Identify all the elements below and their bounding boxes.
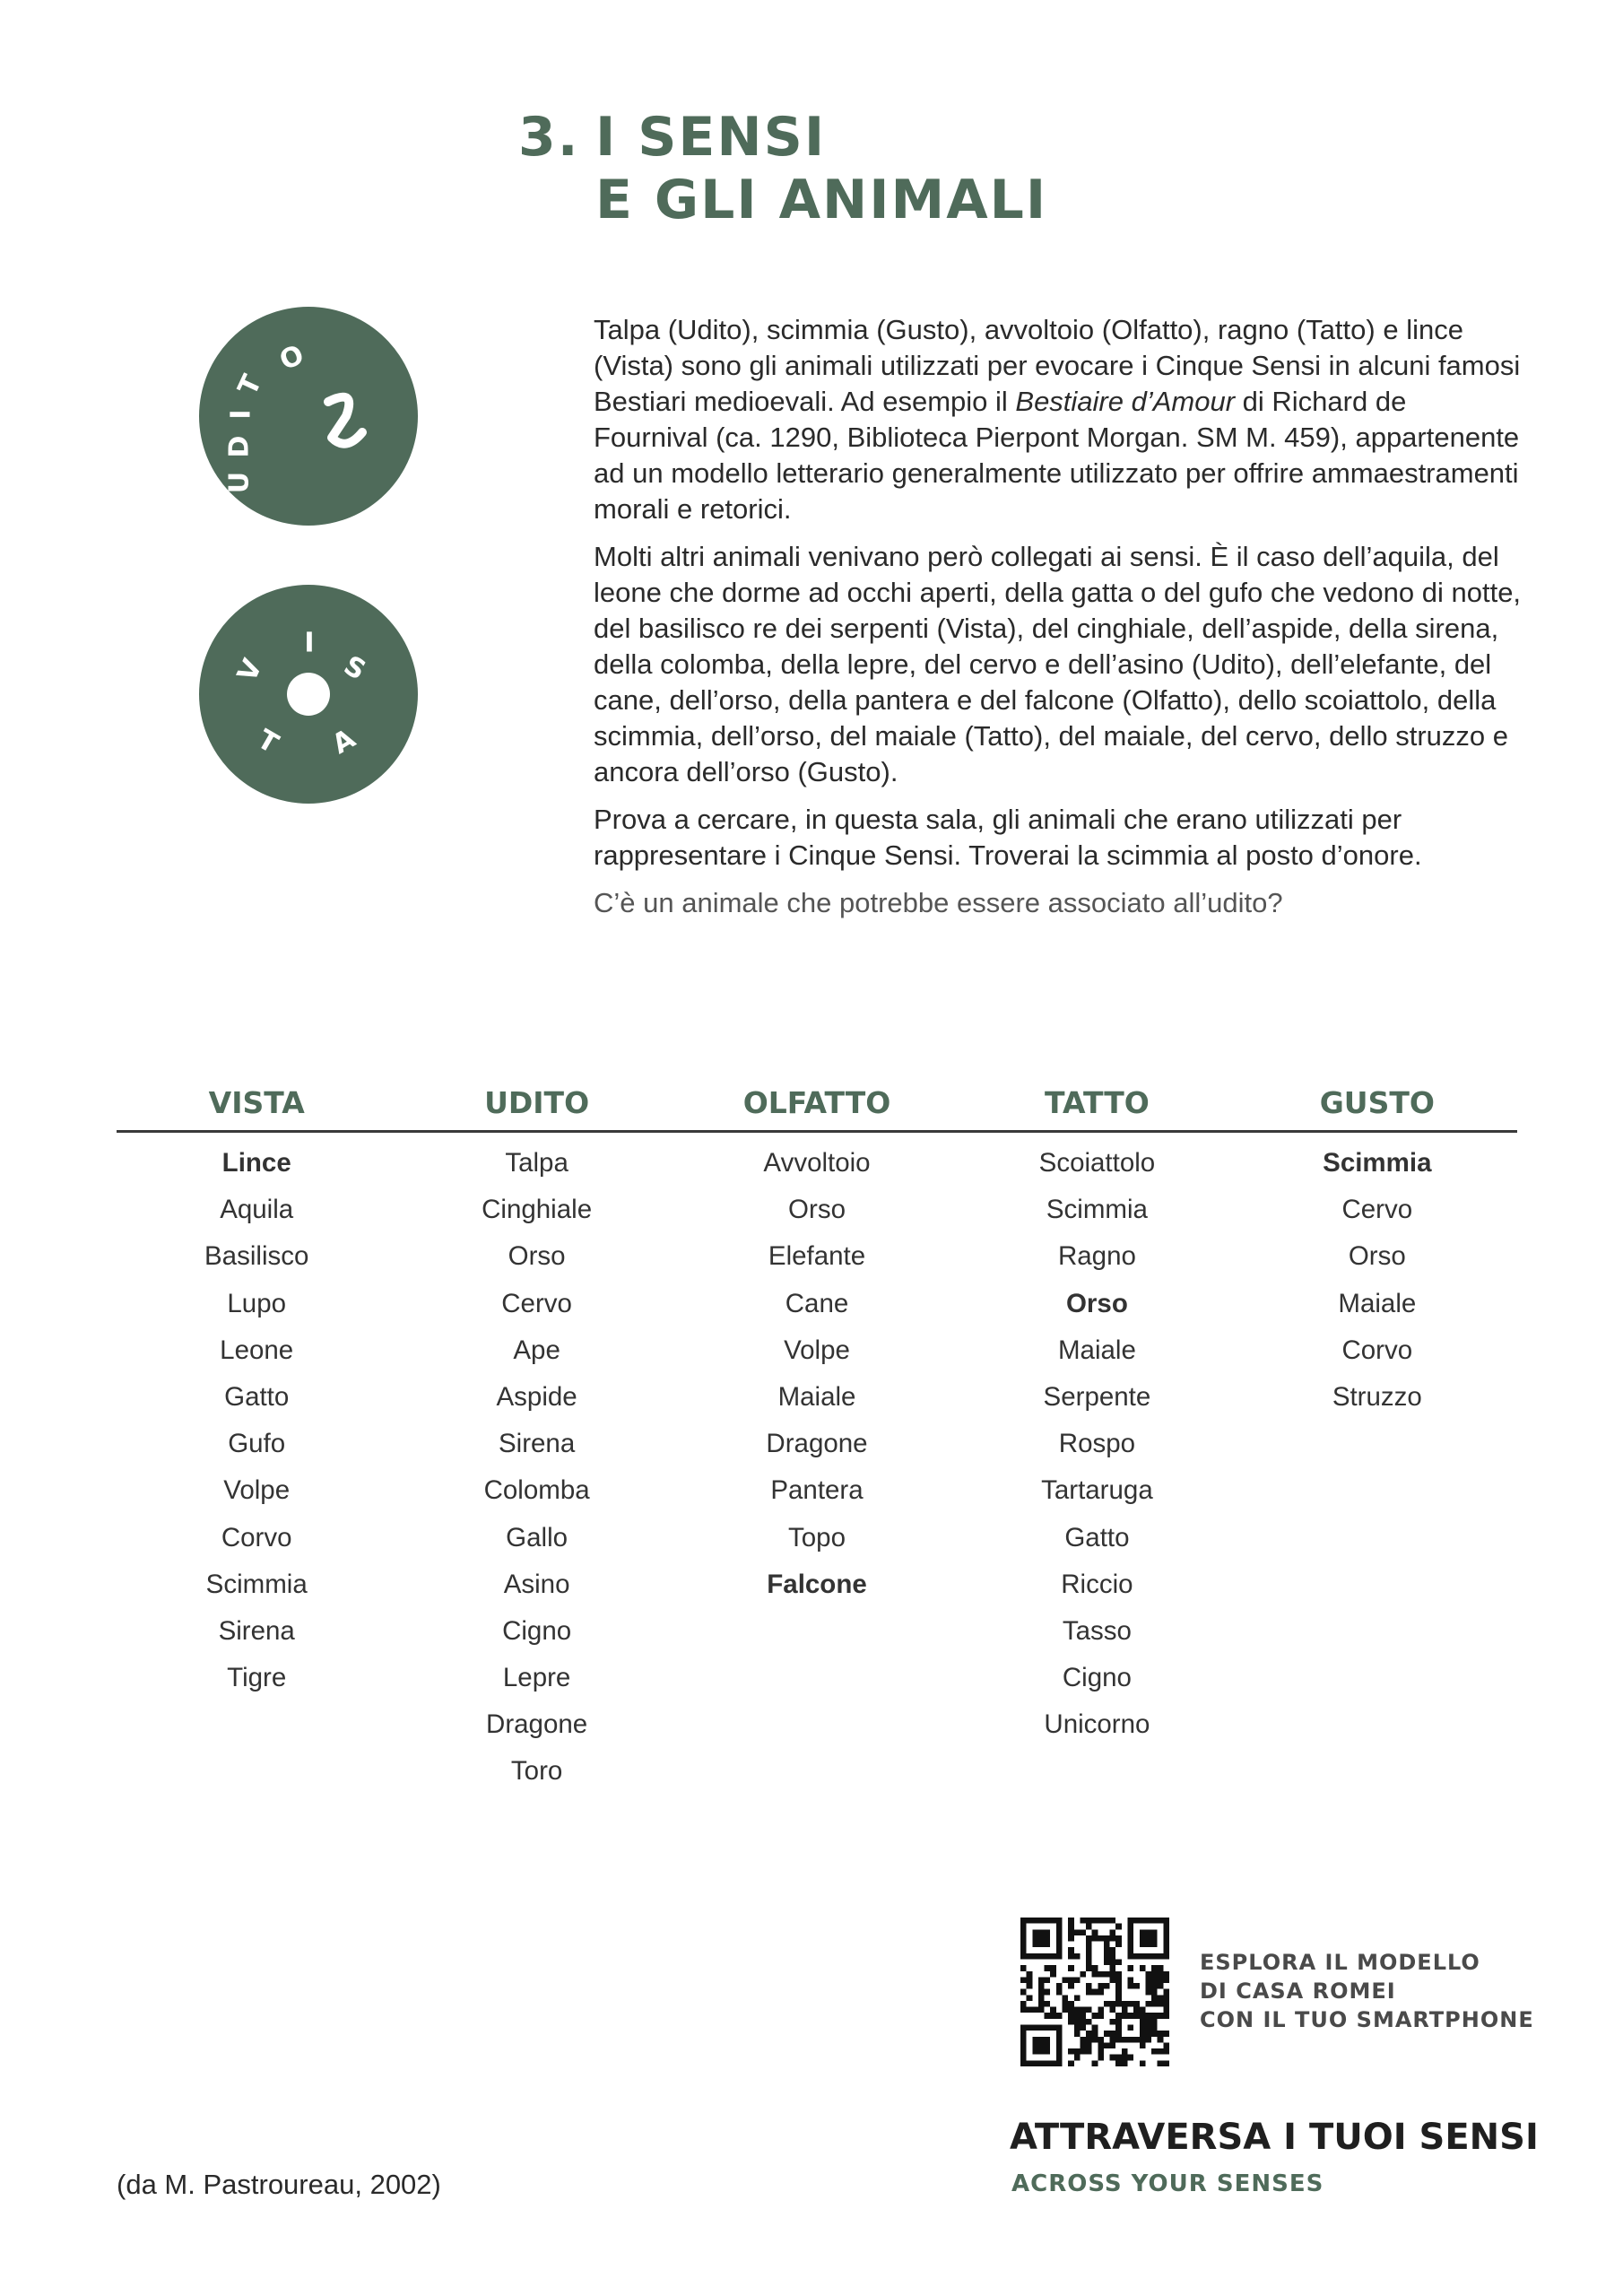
- table-cell: Scimmia: [1323, 1148, 1432, 1178]
- table-cell: Maiale: [1338, 1288, 1417, 1318]
- table-cell: Cinghiale: [482, 1195, 593, 1225]
- table-cell: Cigno: [502, 1615, 572, 1646]
- table-cell: Corvo: [221, 1522, 292, 1552]
- explore-text: ESPLORA IL MODELLO DI CASA ROMEI CON IL TUO SMARTPHONE: [1200, 1950, 1534, 2032]
- table-cell: Toro: [510, 1756, 563, 1787]
- table-cell: Volpe: [223, 1475, 291, 1506]
- table-cell: Cigno: [1062, 1663, 1132, 1693]
- table-cell: Topo: [788, 1522, 846, 1552]
- table-column-vista: [117, 1140, 396, 1796]
- table-column-udito: [396, 1140, 676, 1796]
- column-header-gusto: GUSTO: [1319, 1085, 1435, 1120]
- eye-icon: [287, 673, 330, 716]
- table-cell: Dragone: [766, 1429, 868, 1459]
- table-cell: Gatto: [1064, 1522, 1130, 1552]
- table-cell: Unicorno: [1044, 1709, 1150, 1740]
- badge-letter: S: [338, 649, 371, 687]
- column-header-vista: VISTA: [208, 1085, 305, 1120]
- table-cell: Falcone: [767, 1569, 867, 1599]
- table-cell: Maiale: [1057, 1335, 1136, 1365]
- qr-code[interactable]: [1020, 1918, 1169, 2066]
- table-cell: Volpe: [784, 1335, 850, 1365]
- column-header-olfatto: OLFATTO: [742, 1085, 891, 1120]
- table-cell: Scoiattolo: [1038, 1148, 1156, 1178]
- table-cell: Cervo: [501, 1288, 572, 1318]
- senses-animals-table: [117, 1076, 1517, 1796]
- badge-letter: I: [225, 409, 257, 420]
- table-cell: Aspide: [496, 1381, 577, 1412]
- table-cell: Scimmia: [1046, 1195, 1148, 1225]
- table-cell: Sirena: [218, 1615, 295, 1646]
- table-cell: Gallo: [506, 1522, 568, 1552]
- brand-title: ATTRAVERSA I TUOI SENSI: [1010, 2117, 1539, 2158]
- table-cell: Leone: [220, 1335, 294, 1365]
- table-cell: Rospo: [1058, 1429, 1136, 1459]
- table-cell: Tasso: [1062, 1615, 1132, 1646]
- table-cell: Orso: [788, 1195, 846, 1225]
- badge-letter: A: [326, 723, 361, 761]
- badge-letter: T: [251, 723, 284, 761]
- badge-letter: D: [223, 435, 256, 458]
- table-cell: Orso: [1065, 1288, 1128, 1318]
- table-cell: Tigre: [227, 1663, 287, 1693]
- table-cell: Talpa: [505, 1148, 568, 1178]
- table-cell: Struzzo: [1332, 1381, 1422, 1412]
- badge-letter: T: [231, 370, 269, 401]
- table-cell: Gatto: [224, 1381, 290, 1412]
- table-column-olfatto: [677, 1140, 957, 1796]
- brand-subtitle: ACROSS YOUR SENSES: [1011, 2170, 1324, 2197]
- intro-text: [594, 312, 1526, 933]
- table-column-tatto: [957, 1140, 1237, 1796]
- table-cell: Ragno: [1057, 1241, 1136, 1272]
- table-cell: Scimmia: [205, 1569, 308, 1599]
- table-body: [117, 1133, 1517, 1796]
- table-cell: Sirena: [498, 1429, 576, 1459]
- table-cell: Colomba: [483, 1475, 590, 1506]
- title-line-1: I SENSI: [595, 106, 827, 169]
- table-cell: Lince: [221, 1148, 291, 1178]
- vista-badge: [199, 585, 418, 804]
- badge-letter: O: [274, 338, 309, 378]
- table-column-gusto: [1237, 1140, 1517, 1796]
- table-cell: Orso: [508, 1241, 566, 1272]
- book-title: Bestiaire d’Amour: [1015, 386, 1236, 417]
- table-cell: Maiale: [777, 1381, 856, 1412]
- table-cell: Ape: [513, 1335, 560, 1365]
- intro-question: C’è un animale che potrebbe essere associato all’udito?: [594, 887, 1283, 918]
- table-cell: Tartaruga: [1041, 1475, 1153, 1506]
- intro-paragraph-2: Molti altri animali venivano però collegati ai sensi. È il caso dell’aquila, del leone che dorme ad occhi aperti, della gatta o del gufo che vedono di notte, del basilisco re dei serpenti (Vista), del cinghiale, dell’aspide, della sirena, della colomba, della lepre, del cervo e dell’asino (Udito), dell’elefante, del cane, dell’orso, della pantera e del falcone (Olfatto), dello scoiattolo, della scimmia, dell’orso, del maiale (Tatto), del maiale, del cervo, dello struzzo e ancora dell’orso (Gusto).: [594, 541, 1522, 787]
- table-cell: Cane: [785, 1288, 849, 1318]
- badge-letter: U: [223, 471, 256, 494]
- intro-paragraph-3: Prova a cercare, in questa sala, gli animali che erano utilizzati per rappresentare i Cinque Sensi. Troverai la scimmia al posto d’onore.: [594, 804, 1422, 871]
- section-number: 3.: [518, 106, 580, 169]
- table-cell: Basilisco: [204, 1241, 309, 1272]
- table-cell: Lepre: [502, 1663, 571, 1693]
- table-cell: Pantera: [770, 1475, 864, 1506]
- column-header-tatto: TATTO: [1045, 1085, 1150, 1120]
- table-cell: Asino: [503, 1569, 570, 1599]
- source-citation: (da M. Pastroureau, 2002): [117, 2169, 441, 2200]
- title-line-2: E GLI ANIMALI: [595, 169, 1048, 231]
- badge-letter: I: [304, 627, 315, 659]
- table-cell: Lupo: [227, 1288, 287, 1318]
- table-cell: Elefante: [768, 1241, 866, 1272]
- table-cell: Corvo: [1341, 1335, 1413, 1365]
- badge-letter: V: [231, 654, 269, 687]
- intro-paragraph-1: Talpa (Udito), scimmia (Gusto), avvoltoio (Olfatto), ragno (Tatto) e lince (Vista) sono gli animali utilizzati per evocare i Cinque Sensi in alcuni famosi Bestiari medioevali. Ad esempio il Bestiaire d’Amour di Richard de Fournival (ca. 1290, Biblioteca Pierpont Morgan. SM M. 459), appartenente ad un modello letterario generalmente utilizzato per offrire ammaestramenti morali e retorici.: [594, 314, 1521, 525]
- table-cell: Avvoltoio: [763, 1148, 871, 1178]
- sense-badges: [197, 305, 420, 807]
- table-cell: Dragone: [486, 1709, 588, 1740]
- table-cell: Gufo: [228, 1429, 286, 1459]
- table-cell: Aquila: [220, 1195, 294, 1225]
- udito-badge: [199, 307, 418, 526]
- table-cell: Riccio: [1061, 1569, 1133, 1599]
- table-cell: Orso: [1348, 1241, 1406, 1272]
- column-header-udito: UDITO: [484, 1085, 590, 1120]
- table-cell: Serpente: [1043, 1381, 1151, 1412]
- table-header: [117, 1076, 1517, 1133]
- table-cell: Cervo: [1341, 1195, 1413, 1225]
